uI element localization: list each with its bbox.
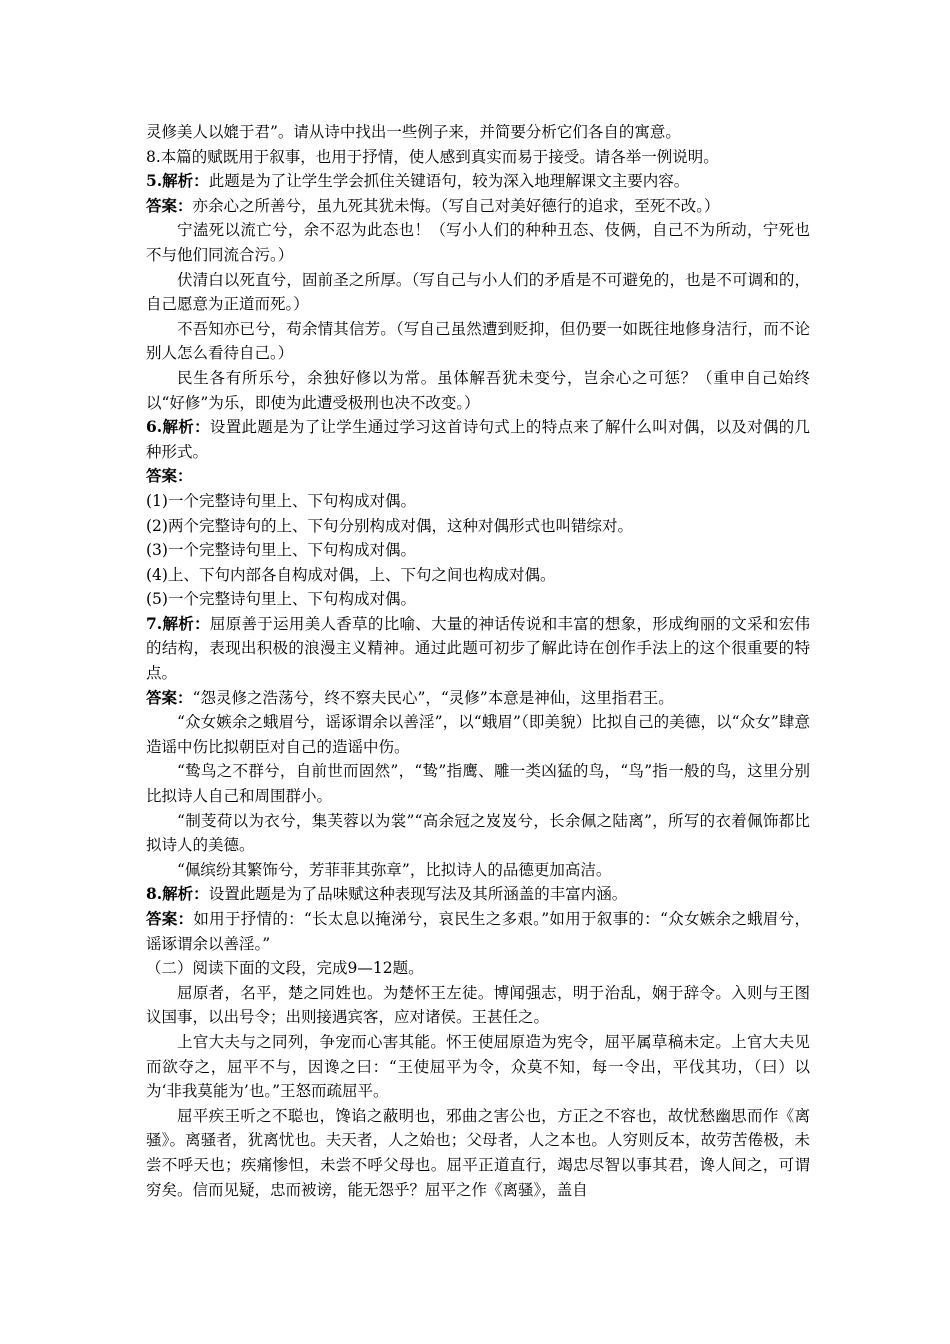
paragraph-text: 民生各有所乐兮，余独好修以为常。虽体解吾犹未变兮，岂余心之可惩？（重申自己始终以“好修”为乐，即使为此遭受极刑也决不改变。） — [146, 368, 810, 412]
paragraph — [146, 710, 810, 759]
paragraph-text: 宁溘死以流亡兮，余不忍为此态也！（写小人们的种种丑态、伎俩，自己不为所动，宁死也不与他们同流合污。） — [146, 221, 810, 264]
paragraph-text: 设置此题是为了品味赋这种表现写法及其所涵盖的丰富内涵。 — [208, 885, 628, 904]
paragraph-text: 亦余心之所善兮，虽九死其犹未悔。（写自己对美好德行的追求，至死不改。） — [192, 196, 720, 215]
paragraph — [146, 858, 810, 883]
paragraph — [146, 956, 810, 981]
paragraph — [146, 415, 810, 464]
paragraph-text: (2)两个完整诗句的上、下句分别构成对偶，这种对偶形式也叫错综对。 — [146, 516, 633, 535]
paragraph — [146, 981, 810, 1030]
paragraph — [146, 169, 810, 194]
paragraph — [146, 1030, 810, 1104]
paragraph — [146, 489, 810, 514]
paragraph — [146, 366, 810, 415]
paragraph-text: 8.本篇的赋既用于叙事，也用于抒情，使人感到真实而易于接受。请各举一例说明。 — [146, 147, 719, 166]
paragraph-text: 伏清白以死直兮，固前圣之所厚。（写自己与小人们的矛盾是不可避免的，也是不可调和的，自己愿意为正道而死。） — [146, 270, 810, 314]
answer-label: 答案： — [146, 687, 193, 707]
paragraph-text: 如用于抒情的：“长太息以掩涕兮，哀民生之多艰。”如用于叙事的：“众女嫉余之蛾眉兮，谣诼谓余以善淫。” — [146, 910, 810, 953]
paragraph — [146, 268, 810, 317]
paragraph — [146, 882, 810, 907]
paragraph — [146, 907, 810, 956]
paragraph-text: “鸷鸟之不群兮，自前世而固然”，“鸷”指鹰、雕一类凶猛的鸟，“鸟”指一般的鸟，这里分别比拟诗人自己和周围群小。 — [146, 762, 810, 806]
paragraph-text: 设置此题是为了让学生通过学习这首诗句式上的特点来了解什么叫对偶，以及对偶的几种形式。 — [146, 418, 810, 461]
paragraph — [146, 809, 810, 858]
paragraph — [146, 194, 810, 219]
answer-label: 6.解析： — [146, 417, 210, 437]
answer-label: 5.解析： — [146, 171, 209, 191]
paragraph — [146, 218, 810, 267]
paragraph — [146, 538, 810, 563]
answer-label: 答案： — [146, 909, 194, 928]
paragraph-text: 上官大夫与之同列，争宠而心害其能。怀王使屈原造为宪令，屈平属草稿未定。上官大夫见而欲夺之，屈平不与，因谗之曰：“王使屈平为令，众莫不知，每一令出，平伐其功，（曰）以为‘非我莫能为’也。”王怒而疏屈平。 — [146, 1032, 810, 1101]
paragraph-text: (4)上、下句内部各自构成对偶，上、下句之间也构成对偶。 — [146, 565, 556, 584]
paragraph-text: (1)一个完整诗句里上、下句构成对偶。 — [146, 491, 416, 510]
paragraph — [146, 563, 810, 588]
answer-label: 7.解析： — [146, 613, 210, 633]
paragraph — [146, 1104, 810, 1202]
paragraph-text: 灵修美人以媲于君”。请从诗中找出一些例子来，并简要分析它们各自的寓意。 — [146, 123, 681, 141]
paragraph-text: 屈原善于运用美人香草的比喻、大量的神话传说和丰富的想象，形成绚丽的文采和宏伟的结构，表现出积极的浪漫主义精神。通过此题可初步了解此诗在创作手法上的这个很重要的特点。 — [146, 614, 810, 683]
paragraph — [146, 587, 810, 612]
paragraph-text: (5)一个完整诗句里上、下句构成对偶。 — [146, 590, 416, 609]
paragraph-text: “佩缤纷其繁饰兮，芳菲菲其弥章”，比拟诗人的品德更加高洁。 — [177, 860, 612, 879]
answer-label: 答案： — [146, 466, 193, 486]
paragraph — [146, 145, 810, 170]
paragraph-text: 不吾知亦已兮，苟余情其信芳。（写自己虽然遭到贬抑，但仍要一如既往地修身洁行，而不论别人怎么看待自己。） — [146, 319, 810, 363]
paragraph — [146, 514, 810, 539]
paragraph-text: “怨灵修之浩荡兮，终不察夫民心”，“灵修”本意是神仙，这里指君王。 — [192, 688, 674, 707]
paragraph — [146, 686, 810, 711]
document-page — [146, 120, 810, 1202]
answer-label: 答案： — [146, 195, 193, 215]
paragraph-text: 屈平疾王听之不聪也，馋谄之蔽明也，邪曲之害公也，方正之不容也，故忧愁幽思而作《离骚》。离骚者，犹离忧也。夫天者，人之始也；父母者，人之本也。人穷则反本，故劳苦倦极，未尝不呼天也；疾痛惨怛，未尝不呼父母也。屈平正道直行，竭忠尽智以事其君，谗人间之，可谓穷矣。信而见疑，忠而被谤，能无怨乎？屈平之作《离骚》，盖自 — [146, 1106, 810, 1199]
paragraph-text: “众女嫉余之蛾眉兮，谣诼谓余以善淫”，以“蛾眉”（即美貌）比拟自己的美德，以“众女”肆意造谣中伤比拟朝臣对自己的造谣中伤。 — [146, 713, 810, 756]
paragraph — [146, 612, 810, 686]
paragraph-text: “制芰荷以为衣兮，集芙蓉以为裳”“高余冠之岌岌兮，长余佩之陆离”，所写的衣着佩饰都比拟诗人的美德。 — [146, 811, 810, 855]
paragraph-text: (3)一个完整诗句里上、下句构成对偶。 — [146, 541, 416, 560]
paragraph-text: 屈原者，名平，楚之同姓也。为楚怀王左徒。博闻强志，明于治乱，娴于辞令。入则与王图议国事，以出号令；出则接遇宾客，应对诸侯。王甚任之。 — [146, 983, 810, 1027]
paragraph — [146, 464, 810, 489]
paragraph — [146, 317, 810, 366]
paragraph — [146, 120, 810, 145]
paragraph — [146, 759, 810, 808]
answer-label: 8.解析： — [146, 884, 209, 904]
paragraph-text: （二）阅读下面的文段，完成9—12题。 — [146, 959, 424, 978]
paragraph-text: 此题是为了让学生学会抓住关键语句，较为深入地理解课文主要内容。 — [208, 172, 690, 191]
